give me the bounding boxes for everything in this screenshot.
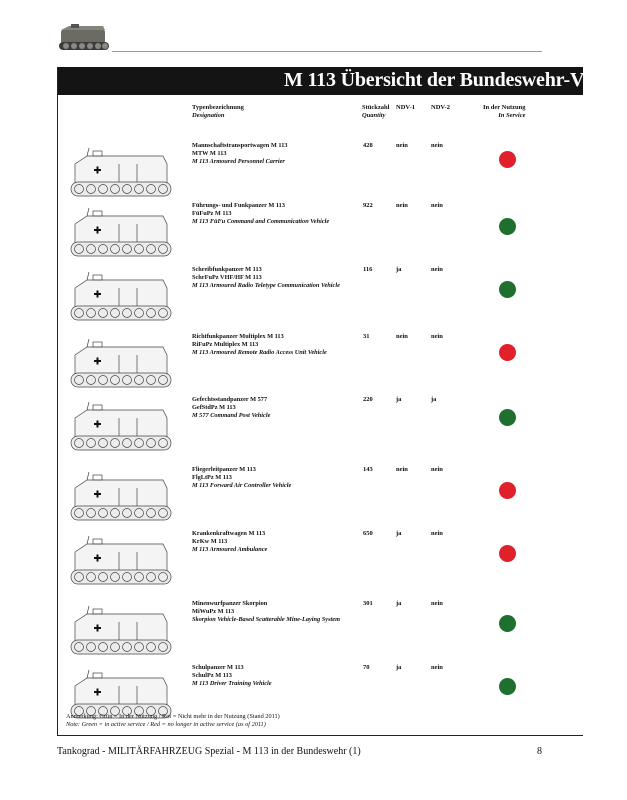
- vehicle-name-de: Gefechtsstandpanzer M 577: [192, 396, 268, 403]
- vehicle-row: [57, 333, 582, 393]
- vehicle-ndv2: nein: [431, 530, 443, 537]
- vehicle-ndv1: nein: [396, 202, 408, 209]
- vehicle-ndv2: nein: [431, 466, 443, 473]
- vehicle-quantity: 220: [363, 396, 373, 403]
- vehicle-names: [192, 466, 362, 490]
- service-status-dot: [499, 151, 516, 168]
- service-status-dot: [499, 545, 516, 562]
- vehicle-name-en: M 113 FüFu Command and Communication Vehicle: [192, 218, 330, 225]
- service-status-dot: [499, 409, 516, 426]
- vehicle-name-de: Schulpanzer M 113: [192, 664, 244, 671]
- vehicle-row: [57, 396, 582, 456]
- vehicle-quantity: 143: [363, 466, 373, 473]
- vehicle-abbr: SchrFuPz VHF/HF M 113: [192, 274, 262, 281]
- vehicle-row: [57, 600, 582, 660]
- vehicle-drawing-icon: [67, 466, 175, 524]
- vehicle-drawing-icon: [67, 333, 175, 391]
- legend-note: [66, 713, 280, 729]
- vehicle-name-en: M 577 Command Post Vehicle: [192, 412, 271, 419]
- col-qty-en: Quantity: [362, 112, 386, 119]
- col-service-en: In Service: [498, 112, 526, 119]
- col-qty-de: Stückzahl: [362, 104, 390, 111]
- vehicle-quantity: 301: [363, 600, 373, 607]
- vehicle-name-en: M 113 Armoured Remote Radio Access Unit Vehicle: [192, 349, 327, 356]
- service-status-dot: [499, 281, 516, 298]
- col-type-en: Designation: [192, 112, 225, 119]
- note-de: Anmerkung: Grün = In der Nutzung / Rot = Nicht mehr in der Nutzung (Stand 2011): [66, 713, 280, 720]
- vehicle-row: [57, 530, 582, 590]
- col-type-de: Typenbezeichnung: [192, 104, 244, 111]
- vehicle-ndv1: nein: [396, 466, 408, 473]
- vehicle-ndv1: ja: [396, 266, 402, 273]
- page-title: M 113 Übersicht der Bundeswehr-Varian: [284, 69, 627, 91]
- vehicle-names: [192, 142, 362, 166]
- vehicle-abbr: SchulPz M 113: [192, 672, 232, 679]
- vehicle-name-de: Minenwurfpanzer Skorpion: [192, 600, 268, 607]
- col-header-quantity: [362, 104, 389, 120]
- vehicle-abbr: MTW M 113: [192, 150, 227, 157]
- vehicle-ndv1: ja: [396, 530, 402, 537]
- vehicle-abbr: GefStdPz M 113: [192, 404, 236, 411]
- vehicle-abbr: FüFuPz M 113: [192, 210, 232, 217]
- col-header-ndv1: NDV-1: [396, 104, 416, 111]
- vehicle-abbr: FlgLtPz M 113: [192, 474, 232, 481]
- vehicle-ndv1: ja: [396, 396, 402, 403]
- vehicle-drawing-icon: [67, 142, 175, 200]
- page-number: 8: [537, 746, 542, 757]
- title-bar: [58, 67, 627, 95]
- vehicle-ndv2: nein: [431, 600, 443, 607]
- vehicle-abbr: RiFuPz Multiplex M 113: [192, 341, 259, 348]
- vehicle-drawing-icon: [67, 202, 175, 260]
- col-header-service: [483, 104, 526, 120]
- vehicle-quantity: 31: [363, 333, 370, 340]
- vehicle-abbr: MiWuPz M 113: [192, 608, 235, 615]
- vehicle-quantity: 922: [363, 202, 373, 209]
- vehicle-quantity: 116: [363, 266, 373, 273]
- vehicle-row: [57, 266, 582, 326]
- footer-text: Tankograd - MILITÄRFAHRZEUG Spezial - M 113 in der Bundeswehr (1): [57, 746, 361, 757]
- vehicle-name-en: M 113 Armoured Ambulance: [192, 546, 268, 553]
- vehicle-drawing-icon: [67, 266, 175, 324]
- vehicle-name-de: Richtfunkpanzer Multiplex M 113: [192, 333, 284, 340]
- vehicle-quantity: 428: [363, 142, 373, 149]
- vehicle-name-en: M 113 Armoured Radio Teletype Communication Vehicle: [192, 282, 340, 289]
- vehicle-name-en: M 113 Driver Training Vehicle: [192, 680, 272, 687]
- vehicle-drawing-icon: [67, 396, 175, 454]
- tank-logo-icon: [57, 24, 113, 54]
- vehicle-name-en: M 113 Forward Air Controller Vehicle: [192, 482, 292, 489]
- vehicle-names: [192, 600, 362, 624]
- vehicle-name-de: Fliegerleitpanzer M 113: [192, 466, 256, 473]
- vehicle-name-de: Mannschaftstransportwagen M 113: [192, 142, 288, 149]
- vehicle-ndv1: ja: [396, 600, 402, 607]
- service-status-dot: [499, 218, 516, 235]
- vehicle-names: [192, 266, 362, 290]
- vehicle-row: [57, 466, 582, 526]
- service-status-dot: [499, 678, 516, 695]
- vehicle-quantity: 650: [363, 530, 373, 537]
- vehicle-ndv2: nein: [431, 266, 443, 273]
- col-header-ndv2: NDV-2: [431, 104, 451, 111]
- vehicle-ndv1: ja: [396, 664, 402, 671]
- vehicle-ndv2: ja: [431, 396, 437, 403]
- vehicle-names: [192, 333, 362, 357]
- service-status-dot: [499, 344, 516, 361]
- vehicle-ndv1: nein: [396, 142, 408, 149]
- vehicle-drawing-icon: [67, 530, 175, 588]
- vehicle-name-de: Schreibfunkpanzer M 113: [192, 266, 262, 273]
- col-service-de: In der Nutzung: [483, 104, 526, 111]
- vehicle-names: [192, 396, 362, 420]
- vehicle-ndv2: nein: [431, 142, 443, 149]
- vehicle-name-en: Skorpion Vehicle-Based Scatterable Mine-Laying System: [192, 616, 340, 623]
- header-rule: [112, 51, 542, 52]
- vehicle-names: [192, 664, 362, 688]
- vehicle-name-de: Führungs- und Funkpanzer M 113: [192, 202, 285, 209]
- service-status-dot: [499, 615, 516, 632]
- vehicle-ndv2: nein: [431, 664, 443, 671]
- vehicle-row: [57, 142, 582, 202]
- vehicle-ndv2: nein: [431, 202, 443, 209]
- vehicle-drawing-icon: [67, 600, 175, 658]
- vehicle-names: [192, 202, 362, 226]
- vehicle-names: [192, 530, 362, 554]
- vehicle-name-de: Krankenkraftwagen M 113: [192, 530, 266, 537]
- vehicle-quantity: 70: [363, 664, 370, 671]
- vehicle-row: [57, 202, 582, 262]
- note-en: Note: Green = in active service / Red = no longer in active service (as of 2011): [66, 721, 266, 728]
- vehicle-ndv2: nein: [431, 333, 443, 340]
- vehicle-name-en: M 113 Armoured Personnel Carrier: [192, 158, 285, 165]
- vehicle-abbr: KrKw M 113: [192, 538, 228, 545]
- vehicle-ndv1: nein: [396, 333, 408, 340]
- service-status-dot: [499, 482, 516, 499]
- col-header-designation: [192, 104, 244, 120]
